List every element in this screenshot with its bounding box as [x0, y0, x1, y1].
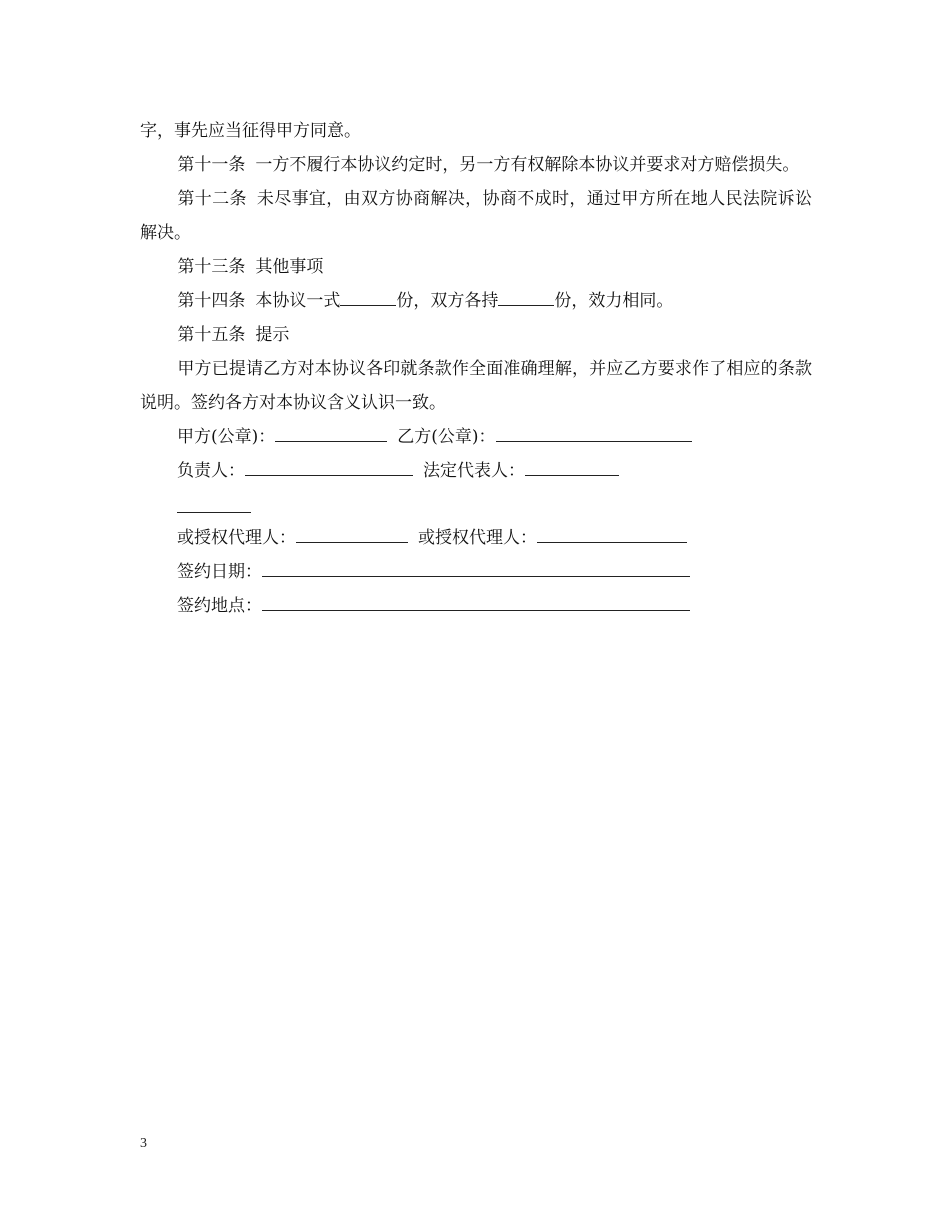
copies-total-blank[interactable]: [340, 285, 396, 306]
document-body: [140, 114, 812, 623]
person-in-charge-label: 负责人：: [177, 461, 245, 481]
page-number: 3: [140, 1136, 147, 1151]
party-b-seal-blank[interactable]: [496, 421, 692, 442]
person-in-charge-blank[interactable]: [245, 455, 413, 476]
article-text: 提示: [255, 325, 290, 345]
article-text-a: 本协议一式: [255, 291, 341, 311]
representative-line: [140, 454, 812, 488]
agent-a-blank[interactable]: [296, 522, 408, 543]
article-12: [140, 182, 812, 250]
article-15: [140, 318, 812, 352]
article-number: 第十一条: [177, 155, 246, 175]
copies-each-blank[interactable]: [498, 285, 554, 306]
article-number: 第十四条: [177, 291, 246, 311]
legal-rep-blank[interactable]: [525, 455, 619, 476]
sign-date-blank[interactable]: [262, 556, 690, 577]
legal-rep-label: 法定代表人：: [423, 461, 525, 481]
article-13: [140, 250, 812, 284]
article-14: [140, 284, 812, 318]
agent-b-blank[interactable]: [537, 522, 687, 543]
article-number: 第十二条: [177, 189, 247, 209]
article-text-c: 份，效力相同。: [554, 291, 674, 311]
sign-date-line: [140, 555, 812, 589]
agent-b-label: 或授权代理人：: [418, 528, 537, 548]
party-a-seal-label: 甲方(公章)：: [177, 427, 276, 447]
party-a-seal-blank[interactable]: [275, 421, 387, 442]
seal-line: [140, 420, 812, 454]
sign-place-label: 签约地点：: [177, 596, 262, 616]
notice-paragraph: 甲方已提请乙方对本协议各印就条款作全面准确理解，并应乙方要求作了相应的条款说明。签约各方对本协议含义认识一致。: [140, 359, 812, 413]
sign-place-blank[interactable]: [262, 590, 690, 611]
article-text: 一方不履行本协议约定时，另一方有权解除本协议并要求对方赔偿损失。: [255, 155, 800, 175]
article-text: 未尽事宜，由双方协商解决，协商不成时，通过甲方所在地人民法院诉讼解决。: [140, 189, 813, 243]
sign-place-line: [140, 589, 812, 623]
article-number: 第十五条: [177, 325, 246, 345]
legal-rep-blank-continued[interactable]: [177, 490, 251, 513]
party-b-seal-label: 乙方(公章)：: [397, 427, 496, 447]
article-11: [140, 148, 812, 182]
article-text-b: 份，双方各持: [396, 291, 499, 311]
sign-date-label: 签约日期：: [177, 562, 262, 582]
article-text: 其他事项: [255, 257, 324, 277]
agent-line: [140, 521, 812, 555]
agent-a-label: 或授权代理人：: [177, 528, 296, 548]
continuation-paragraph: 字，事先应当征得甲方同意。: [140, 121, 361, 141]
article-number: 第十三条: [177, 257, 246, 277]
